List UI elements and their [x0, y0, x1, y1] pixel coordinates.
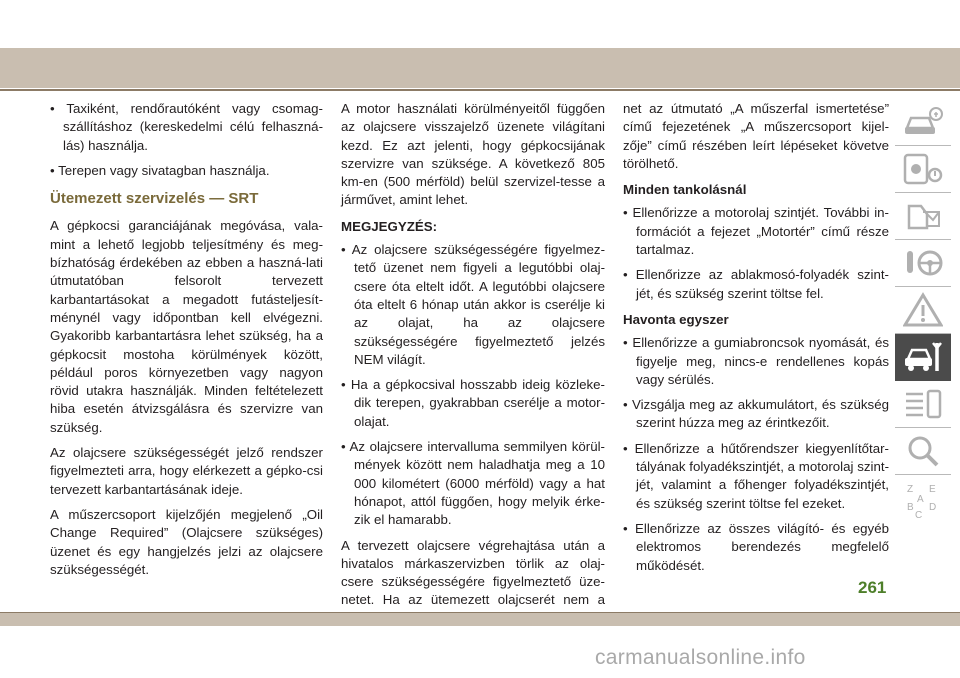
- subheading-monthly: Havonta egyszer: [623, 311, 729, 327]
- note-bullet: • Ha a gépkocsival hosszabb ideig közleke-dik terepen, gyakrabban cserélje a motor-olajat.: [341, 376, 605, 431]
- chapter-tabs: [895, 99, 951, 521]
- note-bullet: • Az olajcsere intervalluma semmilyen körül-mények között nem haladhatja meg a 10 000 kilométert (6000 mérföld) vagy a hat hónapot, attól függően, hogy melyik érke-zik el hamarabb.: [341, 438, 605, 529]
- spec-list-icon: [903, 386, 943, 422]
- car-info-icon: [903, 104, 943, 140]
- tab-warning[interactable]: [895, 287, 951, 334]
- paragraph: A motor használati körülményeitől függően az olajcsere visszajelző üzenete világítani kezd. Ez azt jelenti, hogy gépkocsijának szervizre van szüksége. A következő 805 km-en (500 mérföld) belül szervizel-tesse a járművet, amint lehet.: [341, 101, 605, 208]
- svg-text:Z: Z: [907, 484, 914, 495]
- check-bullet: • Ellenőrizze a motorolaj szintjét. További in-formációt a fejezet „Motortér” című része tartalmaz.: [623, 204, 889, 259]
- column-3: [623, 100, 889, 582]
- check-bullet: • Ellenőrizze az összes világító- és egyéb elektromos berendezés megfelelő működését.: [623, 520, 889, 575]
- tab-specifications[interactable]: [895, 381, 951, 428]
- section-heading: Ütemezett szervizelés — SRT: [50, 190, 259, 208]
- svg-text:E: E: [929, 484, 936, 495]
- bullet-taxi: • Taxiként, rendőrautóként vagy csomag-szállításhoz (kereskedelmi célú felhaszná-lás) használja.: [50, 100, 323, 155]
- note-heading: MEGJEGYZÉS:: [341, 218, 438, 234]
- tab-index[interactable]: [895, 475, 951, 521]
- check-bullet: • Ellenőrizze a gumiabroncsok nyomását, és figyelje meg, nincs-e rendellenes kopás vagy sérülés.: [623, 334, 889, 389]
- svg-text:C: C: [915, 510, 923, 520]
- car-wrench-icon: [903, 339, 943, 375]
- warning-triangle-icon: [903, 292, 943, 328]
- check-bullet: • Ellenőrizze az ablakmosó-folyadék szint-jét, és szükség szerint töltse fel.: [623, 266, 889, 303]
- tab-safety[interactable]: [895, 193, 951, 240]
- tab-steering[interactable]: [895, 240, 951, 287]
- bullet-terrain: • Terepen vagy sivatagban használja.: [50, 162, 323, 180]
- column-1: [50, 100, 323, 586]
- check-bullet: • Ellenőrizze a hűtőrendszer kiegyenlítőtar-tályának folyadékszintjét, a motorolaj szint-jét, valamint a főhenger folyadékszintjét, és szükség szerint töltse fel ezeket.: [623, 440, 889, 513]
- svg-text:A: A: [917, 494, 924, 505]
- footer-bar: [0, 613, 960, 626]
- paragraph: net az útmutató „A műszerfal ismertetése” című fejezetének „A műszercsoport kijel-zője” című részében leírt lépéseket követve törölhető.: [623, 101, 889, 171]
- note-bullet: • Az olajcsere szükségességére figyelmez-tető üzenet nem figyeli a legutóbbi olaj-csere óta eltelt időt. A legutóbbi olajcsere óta eltelt 6 hónap után akkor is cserélje ki az olajat, ha az olajcsere szükségességére figyelmeztető jelzés NEM világít.: [341, 241, 605, 369]
- header-bar: [0, 48, 960, 88]
- svg-text:B: B: [907, 502, 914, 513]
- tab-dashboard-lights[interactable]: [895, 146, 951, 193]
- svg-text:D: D: [929, 502, 937, 513]
- check-bullet: • Vizsgálja meg az akkumulátort, és szükség szerint húzza meg az érintkezőit.: [623, 396, 889, 433]
- steering-wheel-icon: [903, 245, 943, 281]
- paragraph: Az olajcsere szükségességét jelző rendszer figyelmezteti arra, hogy elérkezett a gépko-csi tervezett karbantartásának ideje.: [50, 445, 323, 497]
- dashboard-lights-icon: [903, 151, 943, 187]
- safety-icon: [903, 198, 943, 234]
- header-rule: [0, 89, 960, 91]
- tab-car-info[interactable]: [895, 99, 951, 146]
- paragraph: A műszercsoport kijelzőjén megjelenő „Oil Change Required” (Olajcsere szükséges) üzenet és egy hangjelzés jelzi az olajcsere szükségességét.: [50, 506, 323, 577]
- column-2: [341, 100, 605, 635]
- tab-maintenance[interactable]: [895, 334, 951, 381]
- magnifier-icon: [903, 433, 943, 469]
- index-letters-icon: [903, 480, 943, 520]
- subheading-refuel: Minden tankolásnál: [623, 182, 747, 198]
- page-number: 261: [858, 578, 887, 597]
- paragraph: A tervezett olajcsere végrehajtása után a hivatalos márkaszervizben törlik az olaj-csere szükségességére figyelmeztető üze-netet. Ha az ütemezett olajcserét nem a: [341, 537, 605, 608]
- tab-search[interactable]: [895, 428, 951, 475]
- watermark: carmanualsonline.info: [595, 646, 806, 669]
- paragraph: A gépkocsi garanciájának megóvása, vala-mint a lehető legjobb teljesítmény és meg-bízhatóság érdekében az ebben a haszná-lati útmutatóban felsorolt tervezett karbantartásokat a megadott futásteljesít-ménynél vagy időpontban kell elvégezni. Gyakoribb karbantartásra lehet szükség, ha a gépkocsit mostoha körülmények között, például poros környezetben vagy nagyon rövid utakra használják. Minden feltételezett hiba esetén átvizsgálásra és szervizre van szükség.: [50, 218, 323, 435]
